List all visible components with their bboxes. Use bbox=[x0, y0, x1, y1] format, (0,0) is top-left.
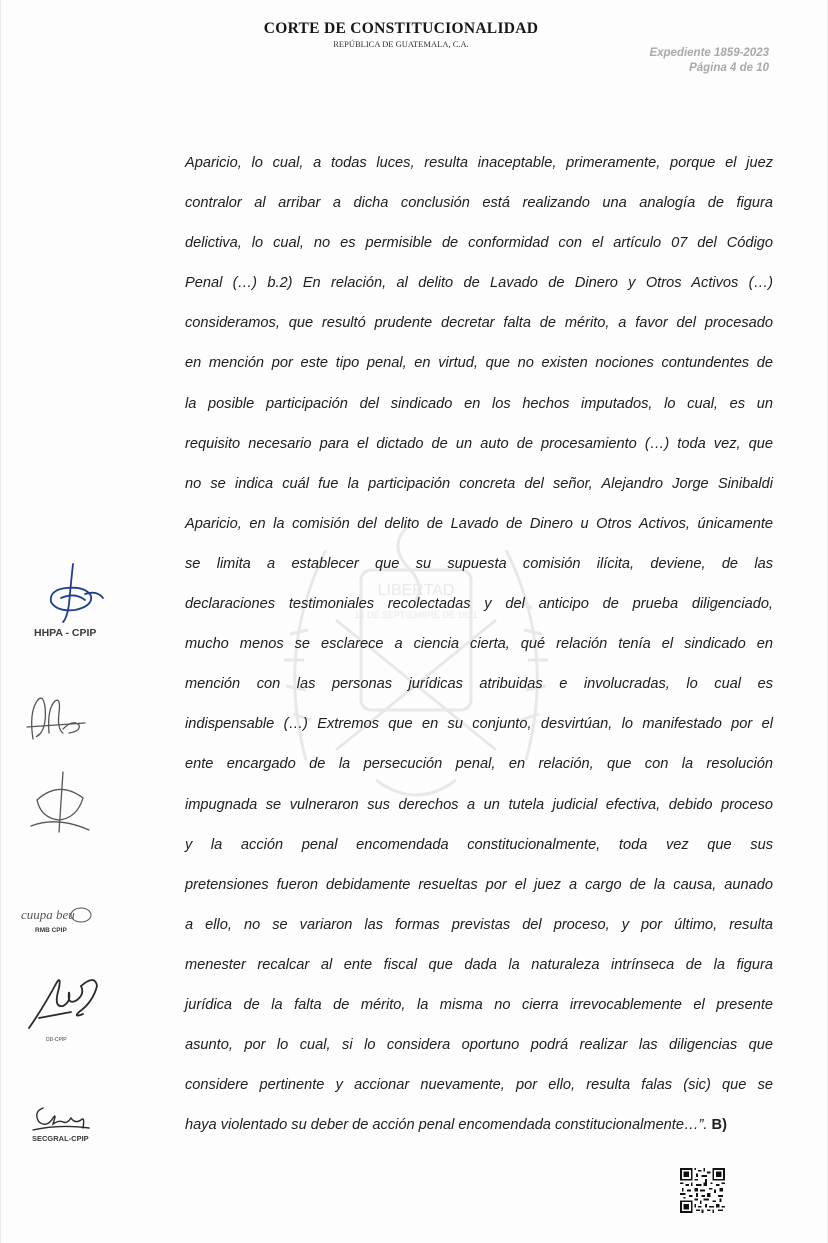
initials-label-rmb: RMB CPIP bbox=[35, 927, 67, 934]
body-line: impugnada se vulneraron sus derechos a un tutela judicial efectiva, debido proceso bbox=[185, 796, 773, 813]
signature-secgral-icon bbox=[29, 1102, 91, 1134]
body-line: Penal (…) b.2) En relación, al delito de Lavado de Dinero y Otros Activos (…) bbox=[185, 275, 773, 292]
body-line: menester recalcar al ente fiscal que dada la naturaleza intrínseca de la figura bbox=[185, 956, 773, 973]
signature-hhpa-icon bbox=[41, 562, 111, 624]
body-line: se limita a establecer que su supuesta comisión ilícita, deviene, de las bbox=[185, 555, 773, 572]
body-line: delictiva, lo cual, no es permisible de conformidad con el artículo 07 del Código bbox=[185, 235, 773, 252]
final-sentence: haya violentado su deber de acción penal encomendada constitucionalmente…”. bbox=[185, 1117, 708, 1134]
initials-label-hhpa: HHPA - CPIP bbox=[34, 627, 97, 639]
body-line: indispensable (…) Extremos que en su conjunto, desvirtúan, lo manifestado por el bbox=[185, 716, 773, 733]
body-line: en mención por este tipo penal, en virtud, que no existen nociones contundentes de bbox=[185, 355, 773, 372]
body-line: pretensiones fueron debidamente resueltas por el juez a cargo de la causa, aunado bbox=[185, 876, 773, 893]
section-mark: B) bbox=[711, 1117, 727, 1134]
case-reference bbox=[649, 46, 769, 76]
document-body bbox=[185, 143, 773, 1145]
body-line: jurídica de la falta de mérito, la misma no cierra irrevocablemente el presente bbox=[185, 996, 773, 1013]
court-subtitle: REPÚBLICA DE GUATEMALA, C.A. bbox=[333, 39, 469, 49]
signature-rmb-icon bbox=[19, 904, 93, 926]
watermark-text-1: LIBERTAD bbox=[377, 582, 455, 599]
qr-code-icon bbox=[680, 1168, 725, 1213]
body-line: no se indica cuál fue la participación concreta del señor, Alejandro Jorge Sinibaldi bbox=[185, 475, 773, 492]
signature-rmb-text: cuupa beu bbox=[21, 907, 75, 922]
body-line: contralor al arribar a dicha conclusión está realizando una analogía de figura bbox=[185, 195, 773, 212]
body-final-line bbox=[185, 1105, 773, 1145]
body-line: mención con las personas jurídicas atribuidas e involucradas, lo cual es bbox=[185, 676, 773, 693]
watermark-text-2: 15 DE SEPTIEMBRE DE 1821 bbox=[354, 610, 478, 620]
body-line: a ello, no se variaron las formas previstas del proceso, y por último, resulta bbox=[185, 916, 773, 933]
signature-dd-icon bbox=[23, 972, 103, 1034]
body-line: la posible participación del sindicado en los hechos imputados, lo cual, es un bbox=[185, 395, 773, 412]
page-number: Página 4 de 10 bbox=[689, 62, 769, 74]
court-name: CORTE DE CONSTITUCIONALIDAD bbox=[263, 20, 539, 37]
signature-initials-3-icon bbox=[27, 770, 93, 836]
body-line: Aparicio, en la comisión del delito de Lavado de Dinero u Otros Activos, únicamente bbox=[185, 515, 773, 532]
case-number: Expediente 1859-2023 bbox=[649, 47, 769, 59]
body-line: considere pertinente y accionar nuevamente, por ello, resulta falas (sic) que se bbox=[185, 1077, 773, 1094]
body-line: y la acción penal encomendada constitucionalmente, toda vez que sus bbox=[185, 836, 773, 853]
body-line: declaraciones testimoniales recolectadas y del anticipo de prueba diligenciado, bbox=[185, 596, 773, 613]
signature-initials-2-icon bbox=[23, 693, 89, 745]
initials-label-dd: DD-CPIP bbox=[46, 1037, 67, 1043]
initials-label-secgral: SECGRAL-CPIP bbox=[32, 1134, 89, 1143]
body-line: consideramos, que resultó prudente decretar falta de mérito, a favor del procesado bbox=[185, 315, 773, 332]
body-line: asunto, por lo cual, si lo considera oportuno podrá realizar las diligencias que bbox=[185, 1037, 773, 1054]
body-line: mucho menos se esclarece a ciencia cierta, qué relación tenía el sindicado en bbox=[185, 636, 773, 653]
body-line: Aparicio, lo cual, a todas luces, resulta inaceptable, primeramente, porque el juez bbox=[185, 155, 773, 171]
body-line: ente encargado de la persecución penal, en relación, que con la resolución bbox=[185, 756, 773, 773]
body-line: requisito necesario para el dictado de un auto de procesamiento (…) toda vez, que bbox=[185, 435, 773, 452]
